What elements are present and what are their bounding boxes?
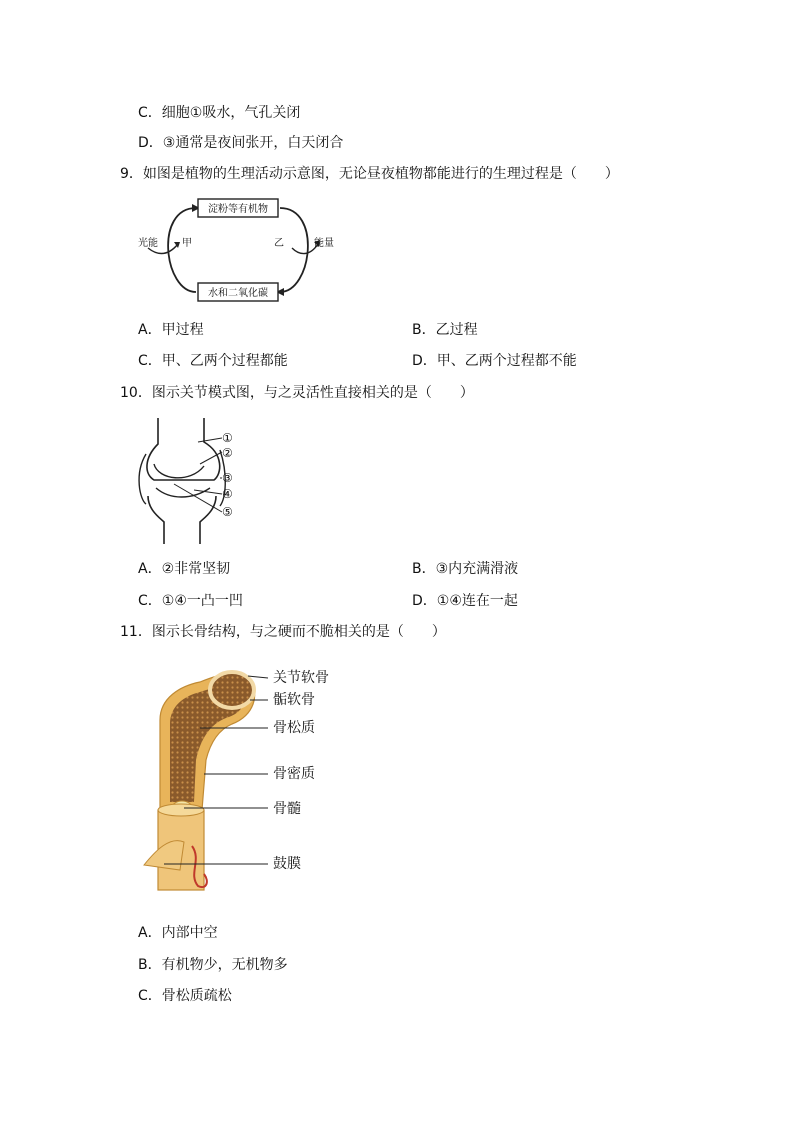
q9-light-label: 光能 — [138, 238, 158, 249]
q9-top-box-label: 淀粉等有机物 — [208, 204, 268, 215]
q11-periosteum-flap — [144, 841, 184, 870]
q11-option-c: C．骨松质疏松 — [138, 988, 232, 1004]
q9-process-jia: 甲 — [182, 238, 192, 249]
q9-option-d: D．甲、乙两个过程都不能 — [412, 353, 577, 369]
q10-articular-head — [154, 464, 204, 478]
q9-bottom-box-label: 水和二氧化碳 — [208, 288, 268, 299]
q11-label-periosteum: 鼓膜 — [273, 856, 301, 872]
q11-leader-articular — [248, 676, 268, 678]
q10-option-a: A．②非常坚韧 — [138, 561, 231, 577]
q9-option-c: C．甲、乙两个过程都能 — [138, 353, 288, 369]
q10-lower-bone — [148, 496, 216, 544]
q9-stem: 9．如图是植物的生理活动示意图，无论昼夜植物都能进行的生理过程是（ ） — [120, 166, 619, 182]
q10-label-5: ⑤ — [222, 505, 233, 519]
q10-label-2: ② — [222, 446, 233, 460]
q10-leader-1 — [198, 438, 222, 442]
q10-label-3: ③ — [222, 471, 233, 485]
q10-leader-5 — [174, 484, 222, 512]
q11-shaft-top — [158, 804, 204, 816]
q10-stem: 10．图示关节模式图，与之灵活性直接相关的是（ ） — [120, 385, 474, 401]
q10-option-c: C．①④一凸一凹 — [138, 593, 243, 609]
q10-label-4: ④ — [222, 487, 233, 501]
q9-diagram — [134, 192, 364, 310]
q8-option-d: D．③通常是夜间张开，白天闭合 — [138, 135, 344, 151]
q11-label-epiphyseal-cartilage: 骺软骨 — [273, 692, 315, 708]
q10-joint-diagram — [134, 414, 248, 546]
q11-label-compact-bone: 骨密质 — [273, 766, 315, 782]
q9-process-yi: 乙 — [274, 238, 284, 249]
q10-label-1: ① — [222, 431, 233, 445]
q11-label-spongy-bone: 骨松质 — [273, 720, 315, 736]
q11-stem: 11．图示长骨结构，与之硬而不脆相关的是（ ） — [120, 624, 446, 640]
q9-option-b: B．乙过程 — [412, 322, 478, 338]
q11-option-b: B．有机物少，无机物多 — [138, 957, 288, 973]
q11-label-articular-cartilage: 关节软骨 — [273, 670, 329, 686]
q11-label-marrow: 骨髓 — [273, 801, 301, 817]
q11-bone-head — [210, 672, 254, 708]
q9-option-a: A．甲过程 — [138, 322, 204, 338]
q10-option-d: D．①④连在一起 — [412, 593, 518, 609]
q10-option-b: B．③内充满滑液 — [412, 561, 519, 577]
q9-energy-label: 能量 — [314, 238, 334, 249]
q8-option-c: C．细胞①吸水，气孔关闭 — [138, 105, 301, 121]
q11-option-a: A．内部中空 — [138, 925, 218, 941]
